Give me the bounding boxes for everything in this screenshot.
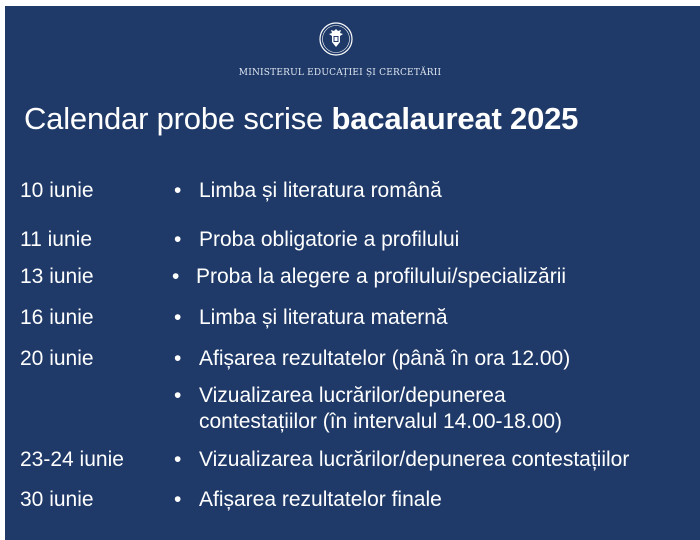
schedule-event: Afișarea rezultatelor finale bbox=[199, 488, 442, 511]
schedule-event: Vizualizarea lucrărilor/depunerea contestațiilor bbox=[199, 448, 630, 471]
bullet-icon: • bbox=[174, 384, 182, 407]
romania-coat-of-arms-icon bbox=[319, 22, 353, 56]
schedule-event: Vizualizarea lucrărilor/depunerea bbox=[199, 384, 506, 407]
schedule-event: Proba obligatorie a profilului bbox=[199, 228, 460, 251]
schedule-date: 23-24 iunie bbox=[20, 448, 124, 471]
schedule-date: 16 iunie bbox=[20, 306, 94, 329]
schedule-date: 30 iunie bbox=[20, 488, 94, 511]
schedule-event: Limba și literatura maternă bbox=[199, 306, 448, 329]
schedule-date: 20 iunie bbox=[20, 347, 94, 370]
title-regular: Calendar probe scrise bbox=[24, 101, 324, 136]
title-bold: bacalaureat 2025 bbox=[331, 101, 579, 136]
calendar-card bbox=[5, 6, 700, 540]
schedule-event: Afișarea rezultatelor (până în ora 12.00) bbox=[199, 347, 571, 370]
schedule-date: 11 iunie bbox=[20, 228, 93, 251]
bullet-icon: • bbox=[174, 488, 182, 511]
schedule-event: contestațiilor (în intervalul 14.00-18.00) bbox=[199, 410, 563, 433]
page-title bbox=[24, 101, 578, 137]
ministry-name: MINISTERUL EDUCAȚIEI ȘI CERCETĂRII bbox=[238, 68, 442, 78]
schedule-event: Proba la alegere a profilului/specializării bbox=[196, 265, 567, 288]
schedule-event: Limba și literatura română bbox=[199, 179, 442, 202]
bullet-icon: • bbox=[172, 265, 180, 288]
bullet-icon: • bbox=[174, 179, 182, 202]
bullet-icon: • bbox=[174, 306, 182, 329]
schedule-date: 13 iunie bbox=[20, 265, 94, 288]
bullet-icon: • bbox=[174, 448, 182, 471]
bullet-icon: • bbox=[174, 347, 182, 370]
schedule-date: 10 iunie bbox=[20, 179, 94, 202]
bullet-icon: • bbox=[174, 228, 182, 251]
